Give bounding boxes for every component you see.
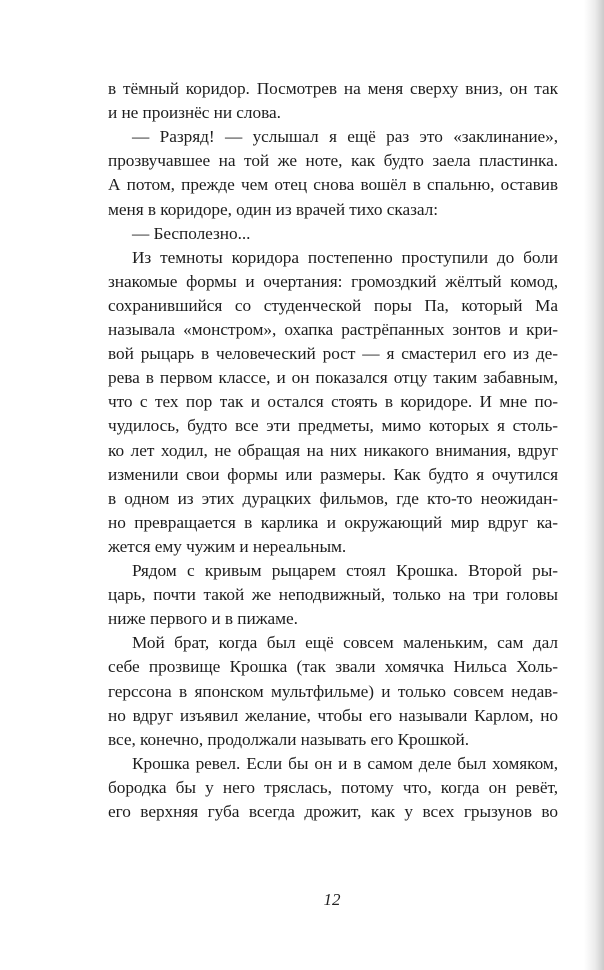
page-number: 12 — [323, 890, 341, 909]
text-line: себе прозвище Крошка (так звали хомячка Нильса Холь- — [108, 657, 558, 677]
text-line: царь, почти такой же неподвижный, только на три головы — [108, 585, 558, 605]
text-line: А потом, прежде чем отец снова вошёл в спальню, оставив — [108, 175, 558, 195]
text-line: все, конечно, продолжали называть его Крошкой. — [108, 729, 470, 749]
text-line: Из темноты коридора постепенно проступили до боли — [132, 247, 558, 267]
text-line: вой рыцарь в человеческий рост — я смастерил его из де- — [108, 344, 558, 364]
text-line: прозвучавшее на той же ноте, как будто заела пластинка. — [108, 151, 558, 171]
text-line: его верхняя губа всегда дрожит, как у всех грызунов во — [108, 802, 558, 821]
text-line: знакомые формы и очертания: громоздкий жёлтый комод, — [108, 271, 558, 291]
text-line: в тёмный коридор. Посмотрев на меня сверху вниз, он так — [108, 79, 558, 98]
text-line: — Бесполезно... — [132, 223, 251, 243]
text-line: герссона в японском мультфильме) и только совсем недав- — [108, 681, 558, 701]
text-line: ко лет ходил, не обращая на них никакого внимания, вдруг — [108, 440, 558, 460]
text-line: рева в первом классе, и он показался отцу таким забавным, — [108, 368, 558, 388]
text-line: изменили свои формы или размеры. Как будто я очутился — [108, 464, 558, 484]
text-line: Крошка ревел. Если бы он и в самом деле был хомяком, — [132, 753, 558, 773]
text-line: меня в коридоре, один из врачей тихо сказал: — [108, 199, 438, 219]
text-line: в одном из этих дурацких фильмов, где кто-то неожидан- — [108, 488, 558, 508]
text-line: что с тех пор так и остался стоять в коридоре. И мне по- — [108, 392, 558, 412]
book-spine-shadow — [584, 0, 604, 970]
text-line: бородка бы у него тряслась, потому что, когда он ревёт, — [108, 777, 558, 797]
text-line: Рядом с кривым рыцарем стоял Крошка. Второй ры- — [132, 561, 558, 580]
text-line: сохранившийся со студенческой поры Па, который Ма — [108, 295, 558, 315]
text-line: ниже первого и в пижаме. — [108, 609, 298, 629]
text-line: но превращается в карлика и окружающий мир вдруг ка- — [108, 512, 558, 532]
text-line: но вдруг изъявил желание, чтобы его называли Карлом, но — [108, 705, 558, 725]
text-line: чудилось, будто все эти предметы, мимо которых я столь- — [108, 416, 558, 436]
text-line: жется ему чужим и нереальным. — [108, 536, 347, 556]
text-line: — Разряд! — услышал я ещё раз это «заклинание», — [132, 127, 558, 147]
text-line: и не произнёс ни слова. — [108, 103, 281, 123]
text-line: называла «монстром», охапка растрёпанных зонтов и кри- — [108, 320, 558, 339]
page-text-block — [108, 77, 558, 877]
text-line: Мой брат, когда был ещё совсем маленьким, сам дал — [132, 633, 558, 653]
